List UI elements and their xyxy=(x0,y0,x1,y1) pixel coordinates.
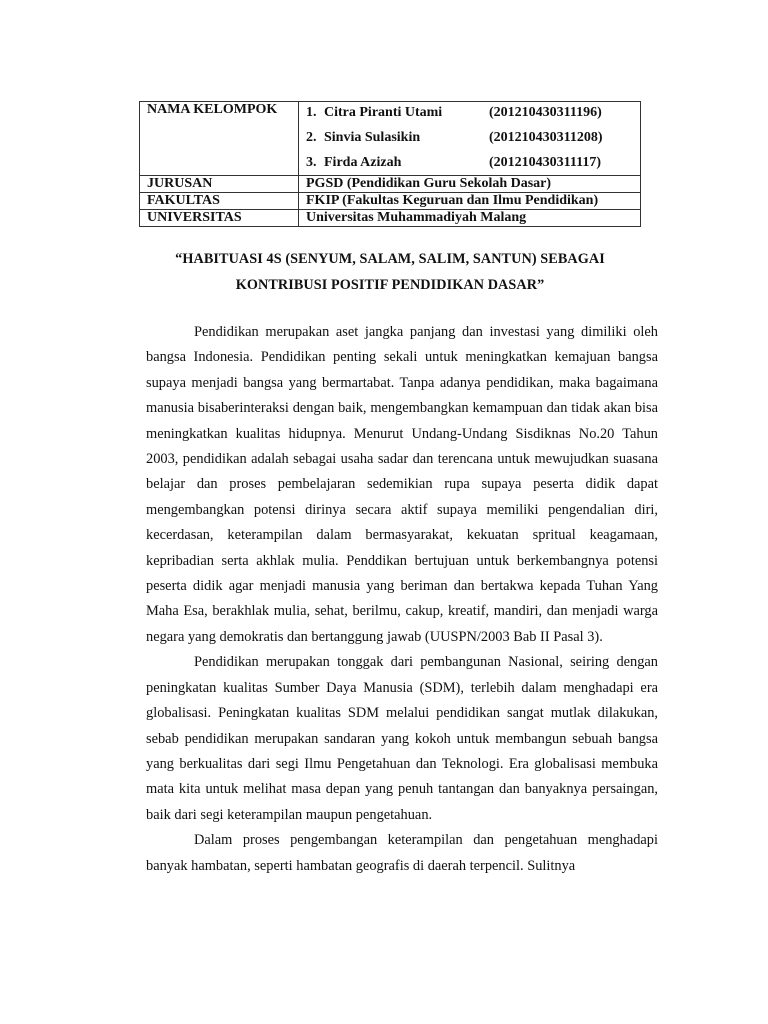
member-nim: (201210430311196) xyxy=(489,105,602,120)
member-item xyxy=(306,155,640,175)
member-number: 2. xyxy=(306,130,317,145)
member-number: 1. xyxy=(306,105,317,120)
group-label: NAMA KELOMPOK xyxy=(140,102,299,176)
faculty-value: FKIP (Fakultas Keguruan dan Ilmu Pendidikan) xyxy=(299,193,641,210)
university-value: Universitas Muhammadiyah Malang xyxy=(299,210,641,227)
member-list xyxy=(306,102,640,175)
member-item xyxy=(306,102,640,130)
member-name: Citra Piranti Utami xyxy=(324,105,443,120)
document-title xyxy=(140,246,640,298)
group-info-table xyxy=(139,101,641,227)
member-nim: (201210430311208) xyxy=(489,130,603,145)
member-name: Sinvia Sulasikin xyxy=(324,130,421,145)
title-line-1: “HABITUASI 4S (SENYUM, SALAM, SALIM, SANTUN) SEBAGAI xyxy=(175,251,605,267)
body-text xyxy=(146,320,658,879)
paragraph-3: Dalam proses pengembangan keterampilan dan pengetahuan menghadapi banyak hambatan, seperti hambatan geografis di daerah terpencil. Sulitnya xyxy=(146,832,658,874)
department-label: JURUSAN xyxy=(140,176,299,193)
university-row xyxy=(140,210,641,227)
faculty-label: FAKULTAS xyxy=(140,193,299,210)
member-list-cell xyxy=(299,102,641,176)
faculty-row xyxy=(140,193,641,210)
university-label: UNIVERSITAS xyxy=(140,210,299,227)
member-number: 3. xyxy=(306,155,317,170)
department-row xyxy=(140,176,641,193)
department-value: PGSD (Pendidikan Guru Sekolah Dasar) xyxy=(299,176,641,193)
member-item xyxy=(306,130,640,155)
group-row xyxy=(140,102,641,176)
member-nim: (201210430311117) xyxy=(489,155,602,170)
title-line-2: KONTRIBUSI POSITIF PENDIDIKAN DASAR” xyxy=(235,277,545,293)
paragraph-1: Pendidikan merupakan aset jangka panjang dan investasi yang dimiliki oleh bangsa Indonesia. Pendidikan penting sekali untuk meningkatkan kemajuan bangsa supaya menjadi bangsa yang bermartabat. Tanpa adanya pendidikan, maka bagaimana manusia bisaberinteraksi dengan baik, mengembangkan kemampuan dan tidak akan bisa meningkatkan kualitas hidupnya. Menurut Undang-Undang Sisdiknas No.20 Tahun 2003, pendidikan adalah sebagai usaha sadar dan terencana untuk mewujudkan suasana belajar dan proses pembelajaran sedemikian rupa supaya peserta didik dapat mengembangkan potensi dirinya secara aktif supaya memiliki pengendalian diri, kecerdasan, keterampilan dalam bermasyarakat, kekuatan spritual keagamaan, kepribadian serta akhlak mulia. Penddikan bertujuan untuk berkembangnya potensi peserta didik agar menjadi manusia yang beriman dan bertakwa kepada Tuhan Yang Maha Esa, berakhlak mulia, sehat, berilmu, cakup, kreatif, mandiri, dan menjadi warga negara yang demokratis dan bertanggung jawab (UUSPN/2003 Bab II Pasal 3). xyxy=(146,324,658,645)
paragraph-2: Pendidikan merupakan tonggak dari pembangunan Nasional, seiring dengan peningkatan kualitas Sumber Daya Manusia (SDM), terlebih dalam menghadapi era globalisasi. Peningkatan kualitas SDM melalui pendidikan sangat mutlak dilakukan, sebab pendidikan merupakan sandaran yang kokoh untuk membangun sebuah bangsa yang berkualitas dari segi Ilmu Pengetahuan dan Teknologi. Era globalisasi membuka mata kita untuk melihat masa depan yang penuh tantangan dan banyaknya persaingan, baik dari segi keterampilan maupun pengetahuan. xyxy=(146,654,658,823)
member-name: Firda Azizah xyxy=(324,155,402,170)
